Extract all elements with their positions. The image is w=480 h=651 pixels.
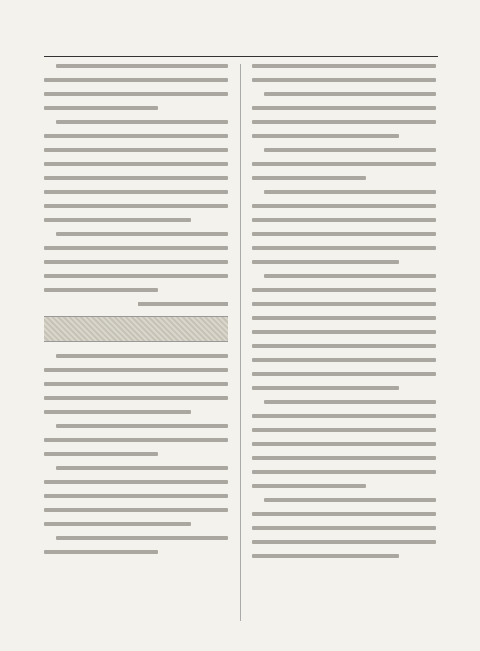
text-line bbox=[252, 218, 436, 222]
text-line bbox=[264, 92, 436, 96]
text-line bbox=[56, 120, 228, 124]
text-line bbox=[252, 554, 399, 558]
text-line bbox=[252, 344, 436, 348]
text-line bbox=[44, 522, 191, 526]
header-rule bbox=[44, 56, 438, 57]
text-line bbox=[252, 134, 399, 138]
text-line bbox=[44, 452, 158, 456]
text-line bbox=[44, 550, 158, 554]
text-line bbox=[44, 260, 228, 264]
text-line bbox=[44, 176, 228, 180]
text-line bbox=[252, 288, 436, 292]
text-line bbox=[252, 64, 436, 68]
text-line bbox=[252, 204, 436, 208]
text-line bbox=[252, 456, 436, 460]
text-line bbox=[44, 106, 158, 110]
text-line bbox=[252, 442, 436, 446]
section-banner bbox=[44, 316, 228, 342]
text-line bbox=[44, 396, 228, 400]
right-column bbox=[252, 64, 436, 621]
text-line bbox=[264, 148, 436, 152]
text-line bbox=[252, 428, 436, 432]
text-line bbox=[252, 540, 436, 544]
left-column bbox=[44, 64, 228, 621]
text-line bbox=[44, 494, 228, 498]
text-line bbox=[44, 204, 228, 208]
text-line bbox=[252, 78, 436, 82]
text-line bbox=[252, 330, 436, 334]
text-line bbox=[252, 470, 436, 474]
text-line bbox=[44, 162, 228, 166]
text-line bbox=[44, 368, 228, 372]
text-line bbox=[252, 302, 436, 306]
text-line bbox=[252, 526, 436, 530]
byline bbox=[138, 302, 228, 306]
text-line bbox=[264, 400, 436, 404]
text-line bbox=[252, 512, 436, 516]
text-line bbox=[252, 386, 399, 390]
text-line bbox=[252, 246, 436, 250]
text-line bbox=[252, 232, 436, 236]
text-line bbox=[264, 190, 436, 194]
text-line bbox=[252, 414, 436, 418]
text-line bbox=[252, 162, 436, 166]
text-line bbox=[56, 536, 228, 540]
text-line bbox=[56, 424, 228, 428]
text-line bbox=[44, 78, 228, 82]
text-line bbox=[252, 316, 436, 320]
text-line bbox=[44, 438, 228, 442]
text-line bbox=[252, 260, 399, 264]
text-line bbox=[56, 466, 228, 470]
text-line bbox=[44, 508, 228, 512]
text-line bbox=[252, 372, 436, 376]
text-line bbox=[44, 480, 228, 484]
text-line bbox=[44, 134, 228, 138]
text-line bbox=[44, 246, 228, 250]
text-line bbox=[44, 190, 228, 194]
text-line bbox=[56, 64, 228, 68]
text-line bbox=[44, 410, 191, 414]
text-line bbox=[44, 288, 158, 292]
text-line bbox=[252, 120, 436, 124]
text-line bbox=[44, 382, 228, 386]
text-line bbox=[264, 498, 436, 502]
text-line bbox=[56, 354, 228, 358]
text-line bbox=[252, 176, 366, 180]
text-line bbox=[264, 274, 436, 278]
text-line bbox=[252, 484, 366, 488]
text-line bbox=[44, 92, 228, 96]
column-divider bbox=[240, 64, 241, 621]
text-line bbox=[44, 218, 191, 222]
text-line bbox=[56, 232, 228, 236]
text-line bbox=[44, 274, 228, 278]
text-line bbox=[252, 106, 436, 110]
text-line bbox=[252, 358, 436, 362]
text-line bbox=[44, 148, 228, 152]
